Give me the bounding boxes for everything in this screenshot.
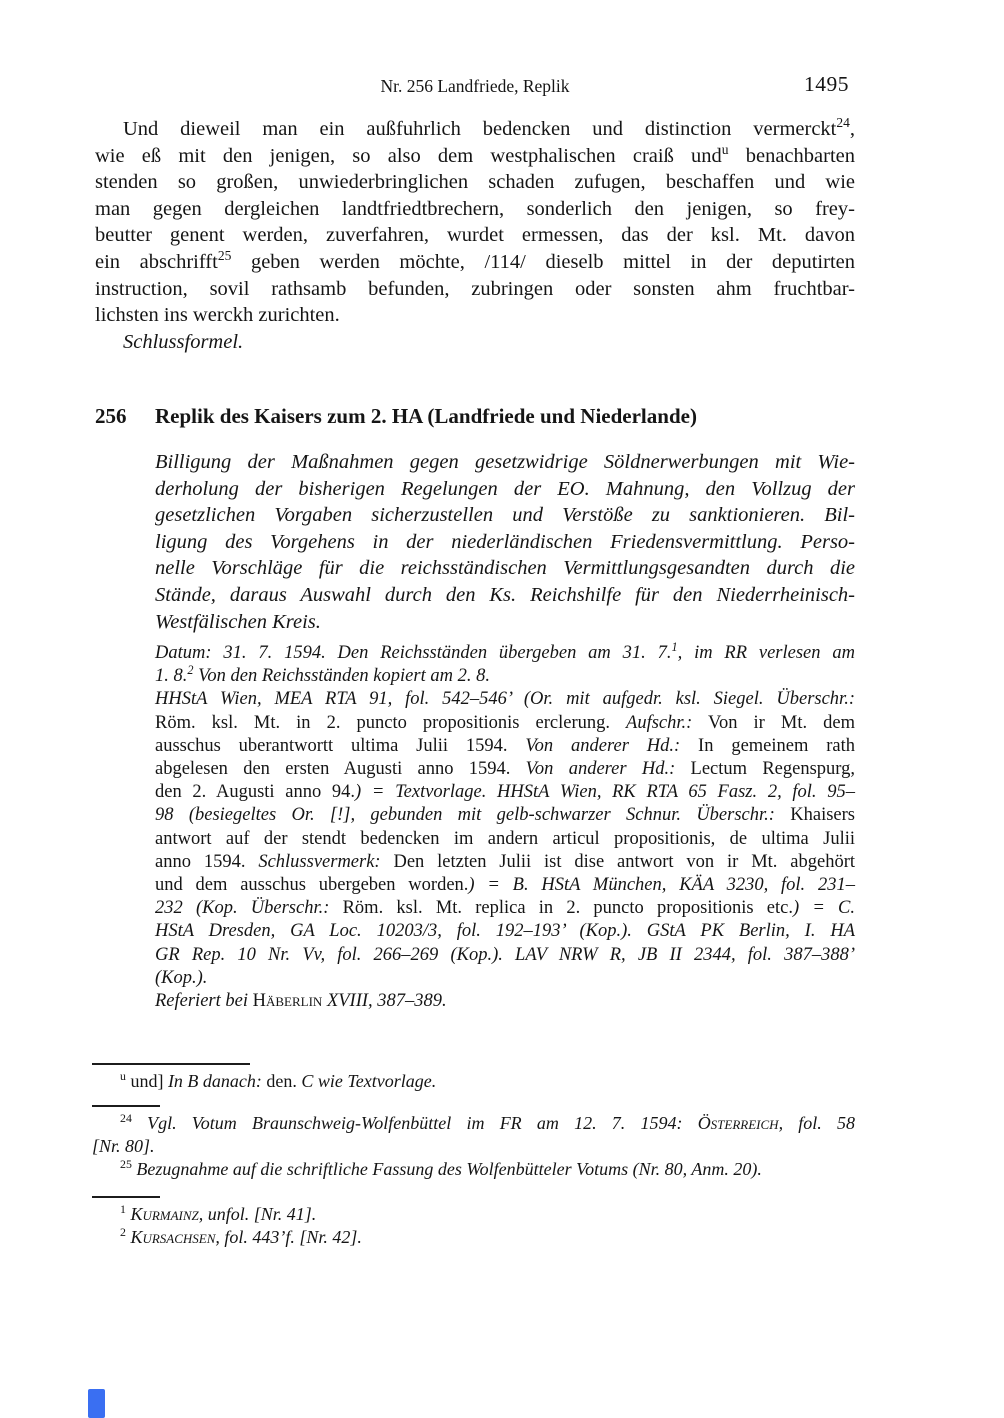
text-line: gesetzlichen Vorgaben sicherzustellen und Verstöße zu sanktionieren. Bil- — [155, 504, 855, 527]
text-line: anno 1594. Schlussvermerk: Den letzten Julii ist dise antwort von ir Mt. abgehört — [155, 851, 855, 872]
text-line: nelle Vorschläge für die reichsständischen Vermittlungsgesandten durch die — [155, 557, 855, 580]
entry-heading — [95, 404, 855, 429]
footnote-separator-rule-comments — [92, 1105, 160, 1107]
running-title: Nr. 256 Landfriede, Replik — [380, 76, 570, 96]
text-line: stenden so großen, unwiederbringlichen schaden zufugen, beschaffen und wie — [95, 171, 855, 194]
footnote-comments — [92, 1112, 855, 1181]
footnote-apparatus — [92, 1070, 855, 1093]
text-line: (Kop.). — [155, 967, 208, 988]
text-line: lichsten ins werckh zurichten. — [95, 304, 340, 327]
footnote-separator-rule-apparatus — [92, 1063, 250, 1065]
entry-provenance — [155, 639, 855, 1013]
entry-number: 256 — [95, 404, 127, 428]
text-line: 232 (Kop. Überschr.: Röm. ksl. Mt. replica in 2. puncto propositionis etc.) = C. — [155, 898, 855, 919]
blue-marker — [88, 1389, 105, 1418]
text-line: [Nr. 80]. — [92, 1136, 155, 1156]
text-line: man gegen dergleichen landtfriedtbrechern, sonderlich den jenigen, so frey- — [95, 197, 855, 220]
text-line: antwort auf der stendt bedencken im andern articul propositionis, de ultima Julii — [155, 828, 855, 849]
text-line: $^{24}$ Vgl. Votum Braunschweig-Wolfenbüttel im FR am 12. 7. 1594: Österreich, fol. 58 — [120, 1111, 855, 1133]
text-line: $^u$ und] In B danach: den. C wie Textvorlage. — [120, 1069, 437, 1091]
text-line: Schlussformel. — [123, 331, 244, 353]
text-line: und dem ausschus ubergeben worden.) = B. HStA München, KÄA 3230, fol. 231– — [155, 875, 855, 896]
text-line: HStA Dresden, GA Loc. 10203/3, fol. 192–193’ (Kop.). GStA PK Berlin, I. HA — [155, 921, 855, 942]
text-line: instruction, sovil rathsamb befunden, zubringen oder sonsten ahm fruchtbar- — [95, 277, 855, 300]
footnote-separator-rule-references — [92, 1196, 160, 1198]
text-line: Röm. ksl. Mt. in 2. puncto propositionis erclerung. Aufschr.: Von ir Mt. dem — [155, 712, 855, 733]
text-line: $^1$ Kurmainz, unfol. [Nr. 41]. — [120, 1202, 317, 1224]
entry-title: Replik des Kaisers zum 2. HA (Landfriede und Niederlande) — [155, 404, 697, 428]
text-line: wie eß mit den jenigen, so also dem westphalischen craiß und$^u$ benachbarten — [95, 141, 855, 167]
text-line: 98 (besiegeltes Or. [!], gebunden mit gelb-schwarzer Schnur. Überschr.: Khaisers — [155, 805, 855, 826]
text-line: GR Rep. 10 Nr. Vv, fol. 266–269 (Kop.). LAV NRW R, JB II 2344, fol. 387–388’ — [155, 944, 855, 965]
text-line: ein abschrifft$^{25}$ geben werden möchte, /114/ dieselb mittel in der deputirten — [95, 248, 855, 273]
text-line: Billigung der Maßnahmen gegen gesetzwidrige Söldnerwerbungen mit Wie- — [155, 451, 855, 473]
text-line: ligung des Vorgehens in der niederländischen Friedensvermittlung. Perso- — [155, 530, 855, 553]
text-line: den 2. Augusti anno 94.) = Textvorlage. HHStA Wien, RK RTA 65 Fasz. 2, fol. 95– — [155, 782, 855, 803]
entry-summary — [155, 449, 855, 635]
text-line: Und dieweil man ein außfuhrlich bedencken und distinction vermerckt$^{24}$, — [123, 115, 855, 140]
text-line: $^{25}$ Bezugnahme auf die schriftliche Fassung des Wolfenbütteler Votums (Nr. 80, Anm. 20). — [120, 1157, 762, 1179]
page-number: 1495 — [804, 72, 849, 96]
text-line: ausschus uberantwortt ultima Julii 1594. Von anderer Hd.: In gemeinem rath — [155, 735, 855, 756]
text-line: beutter genent werden, zuverfahren, wurdet ermessen, das der ksl. Mt. davon — [95, 224, 855, 247]
main-text-paragraph — [95, 116, 855, 329]
text-line: $^2$ Kursachsen, fol. 443’f. [Nr. 42]. — [120, 1225, 362, 1247]
text-line: HHStA Wien, MEA RTA 91, fol. 542–546’ (Or. mit aufgedr. ksl. Siegel. Überschr.: — [155, 689, 855, 710]
running-header — [95, 72, 855, 106]
text-line: 1. 8.$^2$ Von den Reichsständen kopiert am 2. 8. — [155, 663, 490, 687]
text-line: Referiert bei Häberlin XVIII, 387–389. — [155, 991, 447, 1012]
closing-formula — [95, 329, 855, 356]
text-line: Datum: 31. 7. 1594. Den Reichsständen übergeben am 31. 7.$^1$, im RR verlesen am — [155, 639, 855, 663]
text-line: abgelesen den ersten Augusti anno 1594. Von anderer Hd.: Lectum Regenspurg, — [155, 759, 855, 780]
text-line: derholung der bisherigen Regelungen der EO. Mahnung, den Vollzug der — [155, 477, 855, 500]
text-line: Westfälischen Kreis. — [155, 610, 321, 633]
footnote-references — [92, 1203, 855, 1249]
text-line: Stände, daraus Auswahl durch den Ks. Reichshilfe für den Niederrheinisch- — [155, 583, 855, 606]
